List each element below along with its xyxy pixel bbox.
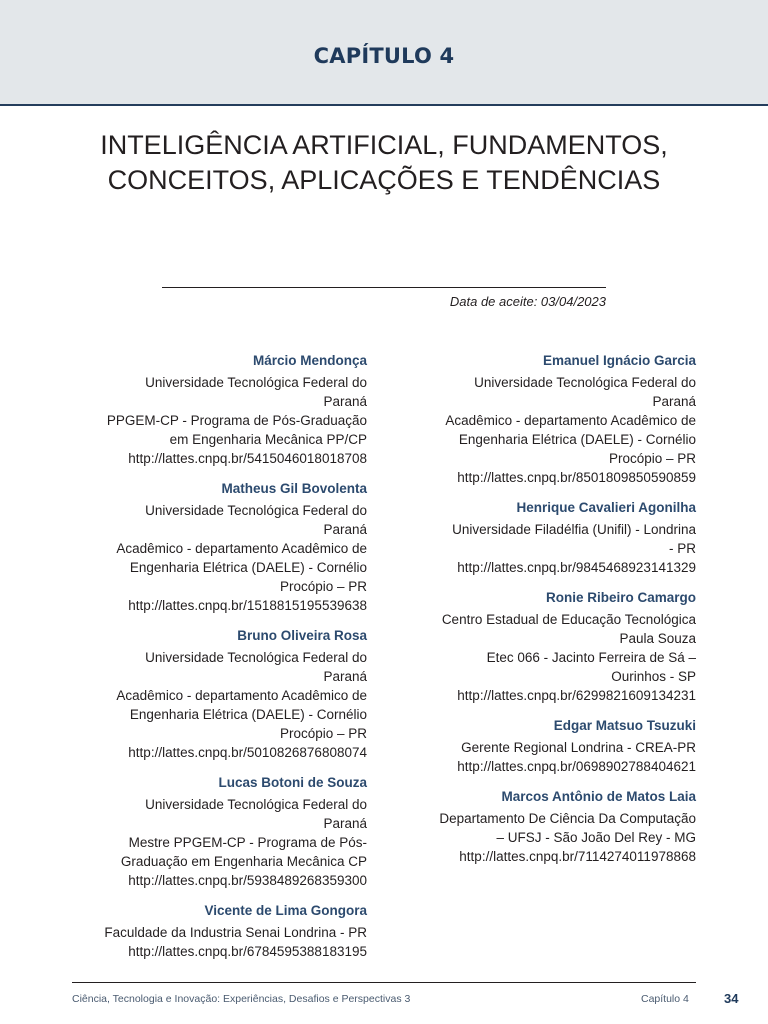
author-block [396, 588, 696, 705]
author-block [396, 787, 696, 866]
author-affiliation: Etec 066 - Jacinto Ferreira de Sá – [486, 650, 696, 665]
author-affiliation: Ourinhos - SP [611, 669, 696, 684]
author-lattes-link[interactable]: http://lattes.cnpq.br/6784595388183195 [128, 944, 367, 959]
author-affiliation: Engenharia Elétrica (DAELE) - Cornélio [129, 707, 367, 722]
author-affiliation: Gerente Regional Londrina - CREA-PR [461, 740, 696, 755]
author-name: Vicente de Lima Gongora [204, 903, 367, 918]
author-lattes-link[interactable]: http://lattes.cnpq.br/5010826876808074 [128, 745, 367, 760]
author-affiliation: Centro Estadual de Educação Tecnológica [441, 612, 696, 627]
author-block [396, 716, 696, 776]
author-block [67, 351, 367, 468]
author-affiliation: Engenharia Elétrica (DAELE) - Cornélio [458, 432, 696, 447]
acceptance-date: Data de aceite: 03/04/2023 [449, 294, 606, 309]
author-name: Márcio Mendonça [252, 353, 367, 368]
author-affiliation: Paraná [323, 394, 367, 409]
author-name: Emanuel Ignácio Garcia [542, 353, 696, 368]
author-lattes-link[interactable]: http://lattes.cnpq.br/1518815195539638 [128, 598, 367, 613]
chapter-title-line: INTELIGÊNCIA ARTIFICIAL, FUNDAMENTOS, [100, 130, 668, 160]
author-affiliation: Paraná [323, 522, 367, 537]
author-affiliation: Paraná [652, 394, 696, 409]
author-affiliation: Graduação em Engenharia Mecânica CP [120, 854, 367, 869]
author-affiliation: Universidade Tecnológica Federal do [145, 797, 367, 812]
authors-left-column [67, 351, 367, 972]
author-lattes-link[interactable]: http://lattes.cnpq.br/0698902788404621 [457, 759, 696, 774]
author-affiliation: PPGEM-CP - Programa de Pós-Graduação [106, 413, 367, 428]
author-block [67, 901, 367, 961]
author-lattes-link[interactable]: http://lattes.cnpq.br/5415046018018708 [128, 451, 367, 466]
author-affiliation: Engenharia Elétrica (DAELE) - Cornélio [129, 560, 367, 575]
author-lattes-link[interactable]: http://lattes.cnpq.br/8501809850590859 [457, 470, 696, 485]
author-block [396, 498, 696, 577]
author-lattes-link[interactable]: http://lattes.cnpq.br/6299821609134231 [457, 688, 696, 703]
author-affiliation: em Engenharia Mecânica PP/CP [169, 432, 367, 447]
authors-right-column [396, 351, 696, 877]
author-affiliation: Departamento De Ciência Da Computação [439, 811, 696, 826]
page-number: 34 [724, 991, 739, 1006]
footer-chapter: Capítulo 4 [641, 993, 689, 1005]
author-block [396, 351, 696, 487]
author-block [67, 773, 367, 890]
author-affiliation: Paraná [323, 816, 367, 831]
author-affiliation: Acadêmico - departamento Acadêmico de [445, 413, 696, 428]
author-affiliation: Universidade Tecnológica Federal do [474, 375, 696, 390]
author-affiliation: Faculdade da Industria Senai Londrina - PR [104, 925, 367, 940]
chapter-header-band [0, 0, 768, 106]
author-affiliation: Paula Souza [619, 631, 696, 646]
author-name: Henrique Cavalieri Agonilha [516, 500, 696, 515]
author-name: Marcos Antônio de Matos Laia [501, 789, 696, 804]
author-affiliation: Universidade Tecnológica Federal do [145, 650, 367, 665]
chapter-title-line: CONCEITOS, APLICAÇÕES E TENDÊNCIAS [107, 165, 661, 195]
author-affiliation: Procópio – PR [279, 579, 367, 594]
author-block [67, 479, 367, 615]
author-name: Lucas Botoni de Souza [218, 775, 367, 790]
author-lattes-link[interactable]: http://lattes.cnpq.br/5938489268359300 [128, 873, 367, 888]
author-affiliation: Paraná [323, 669, 367, 684]
author-affiliation: Universidade Tecnológica Federal do [145, 375, 367, 390]
author-affiliation: – UFSJ - São João Del Rey - MG [496, 830, 696, 845]
author-lattes-link[interactable]: http://lattes.cnpq.br/7114274011978868 [459, 849, 696, 864]
author-affiliation: Acadêmico - departamento Acadêmico de [116, 541, 367, 556]
author-name: Bruno Oliveira Rosa [237, 628, 367, 643]
acceptance-divider [162, 287, 606, 288]
author-affiliation: Procópio – PR [279, 726, 367, 741]
author-affiliation: Acadêmico - departamento Acadêmico de [116, 688, 367, 703]
author-affiliation: Universidade Filadélfia (Unifil) - Londrina [452, 522, 696, 537]
author-affiliation: Mestre PPGEM-CP - Programa de Pós- [128, 835, 367, 850]
footer-divider [72, 982, 696, 983]
chapter-title [40, 128, 728, 198]
author-affiliation: - PR [669, 541, 696, 556]
chapter-label: CAPÍTULO 4 [313, 44, 455, 68]
author-affiliation: Universidade Tecnológica Federal do [145, 503, 367, 518]
author-name: Matheus Gil Bovolenta [221, 481, 367, 496]
author-lattes-link[interactable]: http://lattes.cnpq.br/9845468923141329 [457, 560, 696, 575]
author-name: Edgar Matsuo Tsuzuki [553, 718, 696, 733]
footer-book-title: Ciência, Tecnologia e Inovação: Experiências, Desafios e Perspectivas 3 [72, 993, 411, 1005]
author-block [67, 626, 367, 762]
author-name: Ronie Ribeiro Camargo [545, 590, 696, 605]
author-affiliation: Procópio – PR [608, 451, 696, 466]
